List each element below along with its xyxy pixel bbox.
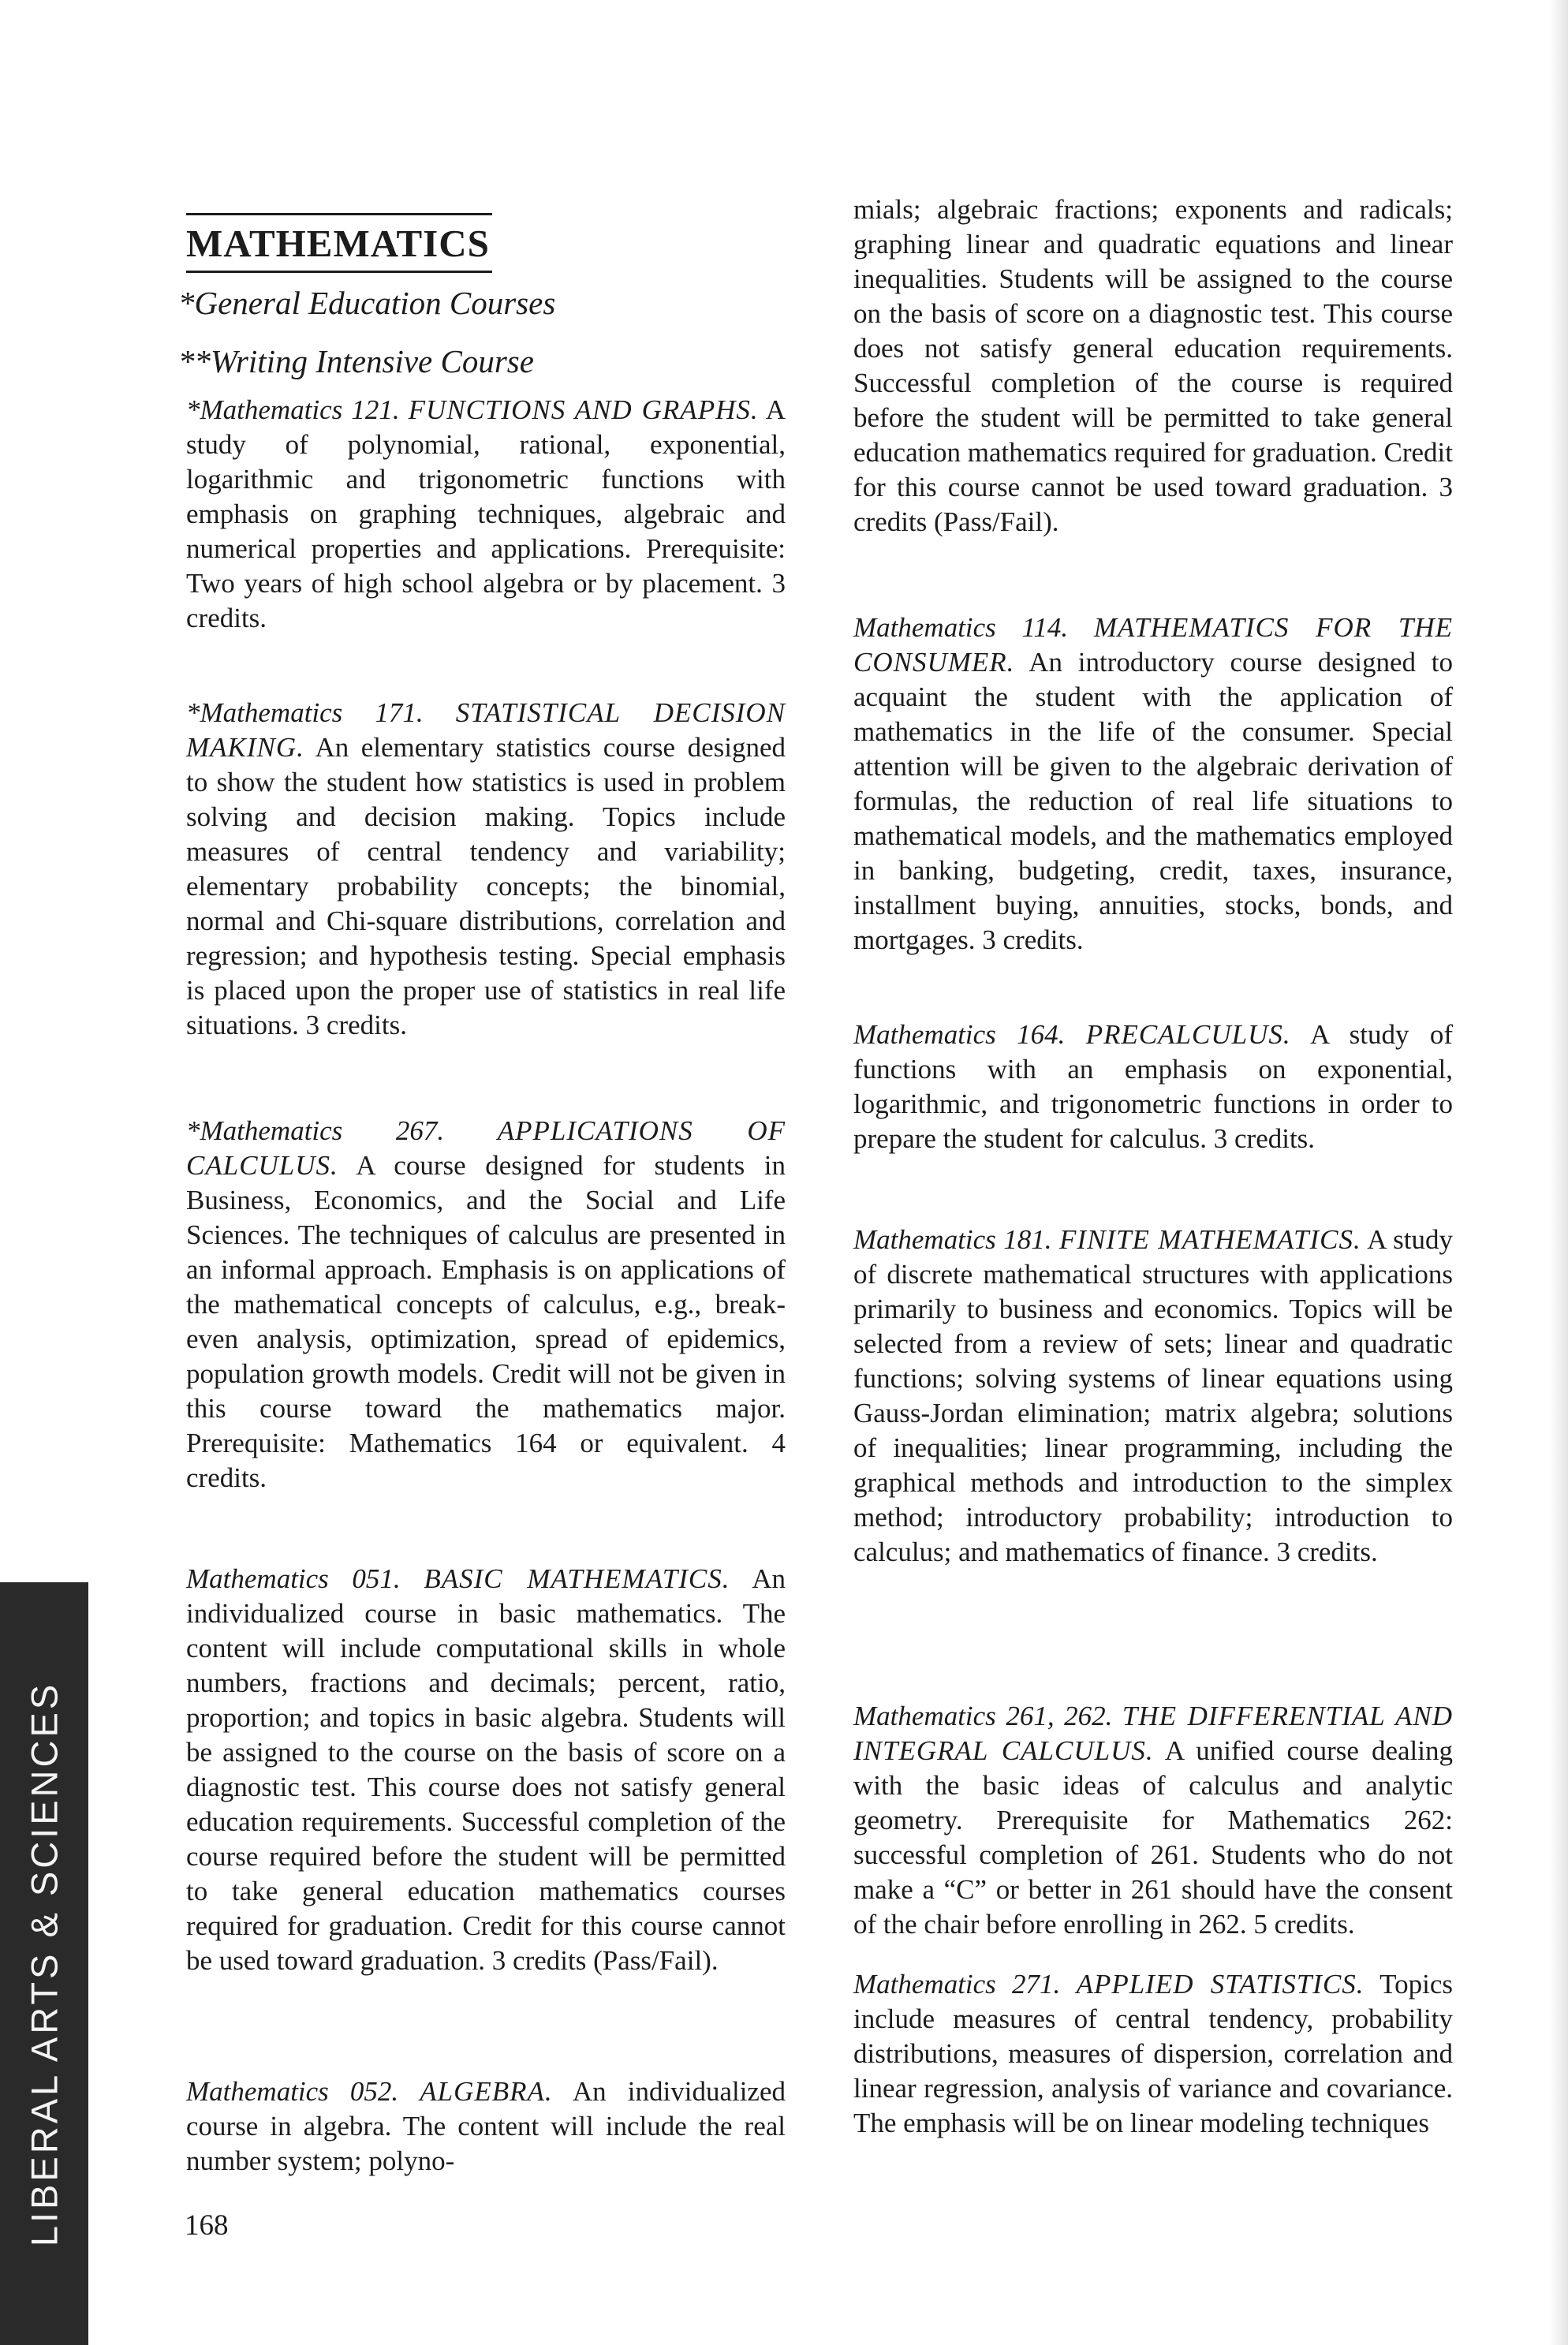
side-tab-label: LIBERAL ARTS & SCIENCES (23, 1681, 65, 2247)
section-title: MATHEMATICS (186, 222, 490, 265)
course-number: Mathematics 114. (853, 612, 1094, 643)
course-description: An individualized course in basic mathematics. The content will include computational skills in whole numbers, fractions and decimals; percent, ratio, proportion; and topics in basic algebra. Students will be assigned to the course on the basis of score on a diagnostic test. This course does not satisfy general education requirements. Successful completion of the course required before the student will be permitted to take general education mathematics courses required for graduation. Credit for this course cannot be used toward graduation. 3 credits (Pass/Fail). (186, 1563, 786, 1976)
course-entry (186, 393, 786, 636)
course-entry (853, 1967, 1453, 2141)
course-entry (853, 611, 1453, 958)
course-entry (853, 1018, 1453, 1156)
course-entry (186, 1562, 786, 1978)
course-description: An introductory course designed to acquaint the student with the application of mathematics in the life of the consumer. Special attention will be given to the algebraic derivation of formulas, the reduction of real life situations to mathematical models, and the mathematics employed in banking, budgeting, credit, taxes, insurance, installment buying, annuities, stocks, bonds, and mortgages. 3 credits. (853, 647, 1453, 955)
page-number: 168 (185, 2209, 229, 2242)
course-number: *Mathematics 267. (186, 1115, 498, 1146)
course-description: A study of discrete mathematical structures with applications primarily to business and economics. Topics will be selected from a review of sets; linear and quadratic functions; solving systems of linear equations using Gauss-Jordan elimination; matrix algebra; solutions of inequalities; linear programming, including the graphical methods and introduction to the simplex method; introductory probability; introduction to calculus; and mathematics of finance. 3 credits. (853, 1224, 1453, 1567)
course-description: A course designed for students in Business, Economics, and the Social and Life Sciences. The techniques of calculus are presented in an informal approach. Emphasis is on applications of the mathematical concepts of calculus, e.g., break-even analysis, optimization, spread of epidemics, population growth models. Credit will not be given in this course toward the mathematics major. Prerequisite: Mathematics 164 or equivalent. 4 credits. (186, 1150, 786, 1493)
course-entry-continued (853, 192, 1453, 540)
course-description: An elementary statistics course designed to show the student how statistics is used in problem solving and decision making. Topics include measures of central tendency and variability; elementary probability concepts; the binomial, normal and Chi-square distributions, correlation and regression; and hypothesis testing. Special emphasis is placed upon the proper use of statistics in real life situations. 3 credits. (186, 732, 786, 1040)
course-description: A unified course dealing with the basic ideas of calculus and analytic geometry. Prerequisite for Mathematics 262: successful completion of 261. Students who do not make a “C” or better in 261 should have the consent of the chair before enrolling in 262. 5 credits. (853, 1735, 1454, 1940)
course-number: Mathematics 164. (853, 1019, 1086, 1050)
course-title: ALGEBRA. (420, 2076, 553, 2107)
course-entry (853, 1699, 1453, 1942)
course-description: A study of functions with an emphasis on exponential, logarithmic, and trigonometric functions in order to prepare the student for calculus. 3 credits. (853, 1019, 1454, 1154)
course-number: Mathematics 271. (853, 1969, 1077, 2000)
legend-writing-intensive: **Writing Intensive Course (178, 343, 534, 379)
course-title: THE DIFFERENTIAL AND INTEGRAL CALCULUS. (853, 1701, 1453, 1766)
section-header (186, 213, 492, 273)
course-title: APPLICATIONS OF CALCULUS. (186, 1115, 786, 1181)
course-title: PRECALCULUS. (1085, 1019, 1291, 1050)
course-description: mials; algebraic fractions; exponents and radicals; graphing linear and quadratic equations and linear inequalities. Students will be assigned to the course on the basis of score on a diagnostic test. This course does not satisfy general education requirements. Successful completion of the course is required before the student will be permitted to take general education mathematics required for graduation. Credit for this course cannot be used toward graduation. 3 credits (Pass/Fail). (853, 194, 1454, 537)
course-entry (186, 1114, 786, 1495)
course-number: Mathematics 261, 262. (853, 1701, 1122, 1731)
page-edge-shadow (1549, 0, 1568, 2345)
course-title: FINITE MATHEMATICS. (1059, 1224, 1361, 1255)
course-description: Topics include measures of central tendency, probability distributions, measures of dispersion, correlation and linear regression, analysis of variance and covariance. The emphasis will be on linear modeling techniques (853, 1969, 1453, 2138)
course-description: A study of polynomial, rational, exponential, logarithmic and trigonometric functions with emphasis on graphing techniques, algebraic and numerical properties and applications. Prerequisite: Two years of high school algebra or by placement. 3 credits. (186, 394, 786, 633)
rule-bottom (186, 271, 492, 273)
course-entry (186, 2074, 786, 2179)
course-title: APPLIED STATISTICS. (1076, 1969, 1365, 2000)
course-number: *Mathematics 121. (186, 394, 409, 425)
course-title: MATHEMATICS FOR THE CONSUMER. (853, 612, 1454, 678)
course-title: STATISTICAL DECISION MAKING. (186, 697, 786, 763)
course-entry (853, 1223, 1453, 1570)
course-description: An individualized course in algebra. The content will include the real number system; polyno- (186, 2076, 786, 2176)
course-entry (186, 696, 786, 1043)
course-number: Mathematics 181. (853, 1224, 1060, 1255)
course-number: Mathematics 052. (186, 2076, 420, 2107)
rule-top (186, 213, 492, 215)
course-title: BASIC MATHEMATICS. (424, 1563, 730, 1594)
legend-general-education: *General Education Courses (178, 285, 556, 321)
course-title: FUNCTIONS AND GRAPHS. (408, 394, 759, 425)
course-number: *Mathematics 171. (186, 697, 456, 728)
course-number: Mathematics 051. (186, 1563, 424, 1594)
